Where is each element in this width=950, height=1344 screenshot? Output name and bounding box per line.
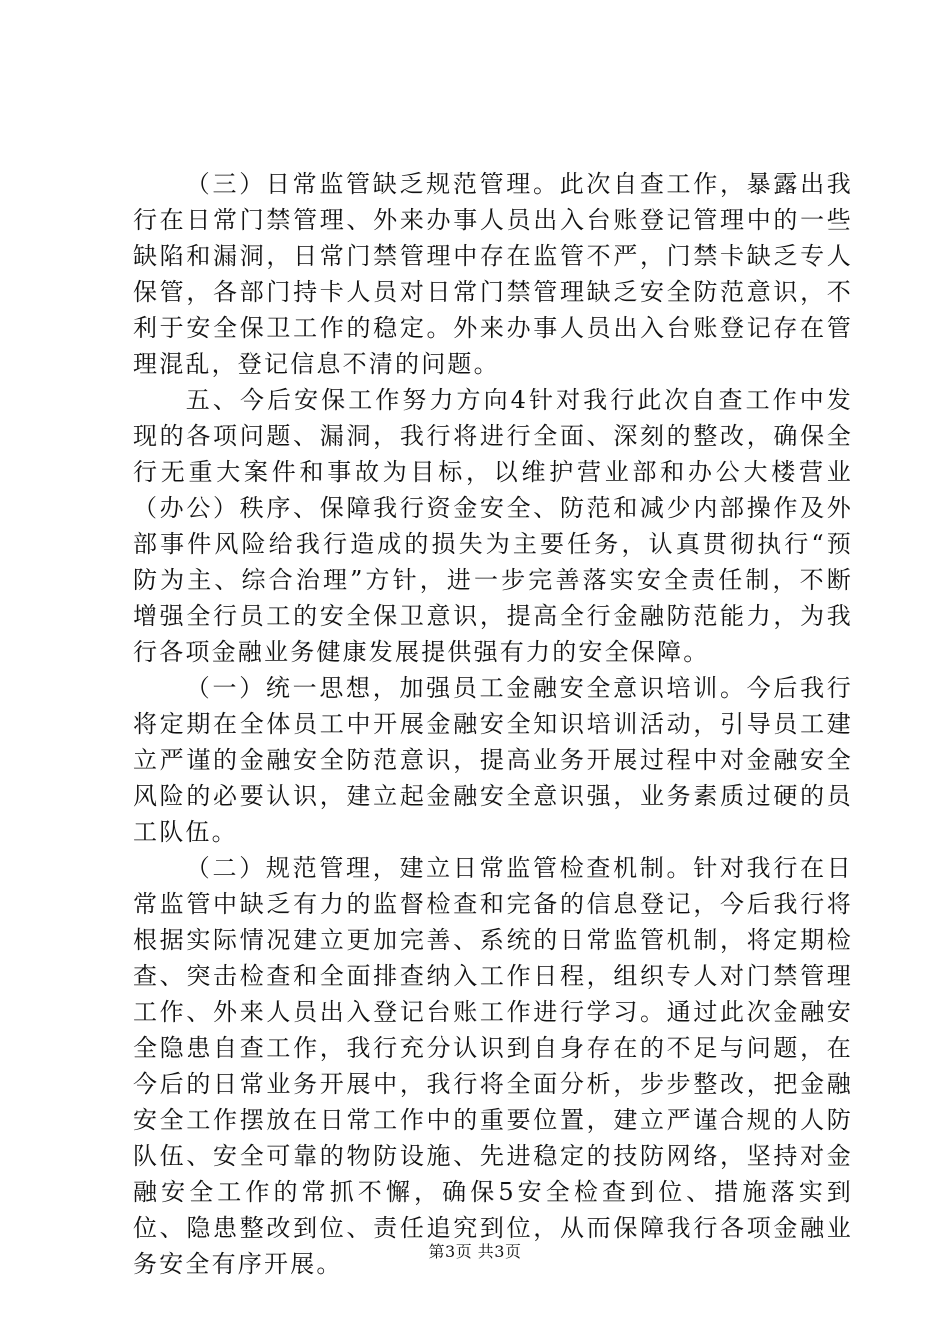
- document-body: [133, 166, 853, 1282]
- paragraph-3: （一）统一思想，加强员工金融安全意识培训。今后我行将定期在全体员工中开展金融安全知识培训活动，引导员工建立严谨的金融安全防范意识，提高业务开展过程中对金融安全风险的必要认识，建立起金融安全意识强，业务素质过硬的员工队伍。: [133, 674, 853, 846]
- paragraph-1: （三）日常监管缺乏规范管理。此次自查工作，暴露出我行在日常门禁管理、外来办事人员出入台账登记管理中的一些缺陷和漏洞，日常门禁管理中存在监管不严，门禁卡缺乏专人保管，各部门持卡人员对日常门禁管理缺乏安全防范意识，不利于安全保卫工作的稳定。外来办事人员出入台账登记存在管理混乱，登记信息不清的问题。: [133, 170, 853, 378]
- page-footer: 第3页 共3页: [428, 1242, 522, 1261]
- paragraph-4: （二）规范管理，建立日常监管检查机制。针对我行在日常监管中缺乏有力的监督检查和完备的信息登记，今后我行将根据实际情况建立更加完善、系统的日常监管机制，将定期检查、突击检查和全面排查纳入工作日程，组织专人对门禁管理工作、外来人员出入登记台账工作进行学习。通过此次金融安全隐患自查工作，我行充分认识到自身存在的不足与问题，在今后的日常业务开展中，我行将全面分析，步步整改，把金融安全工作摆放在日常工作中的重要位置，建立严谨合规的人防队伍、安全可靠的物防设施、先进稳定的技防网络，坚持对金融安全工作的常抓不懈，确保5安全检查到位、措施落实到位、隐患整改到位、责任追究到位，从而保障我行各项金融业务安全有序开展。: [133, 854, 853, 1278]
- paragraph-2: 五、今后安保工作努力方向4针对我行此次自查工作中发现的各项问题、漏洞，我行将进行全面、深刻的整改，确保全行无重大案件和事故为目标，以维护营业部和办公大楼营业（办公）秩序、保障我行资金安全、防范和减少内部操作及外部事件风险给我行造成的损失为主要任务，认真贯彻执行“预防为主、综合治理”方针，进一步完善落实安全责任制，不断增强全行员工的安全保卫意识，提高全行金融防范能力，为我行各项金融业务健康发展提供强有力的安全保障。: [133, 386, 853, 666]
